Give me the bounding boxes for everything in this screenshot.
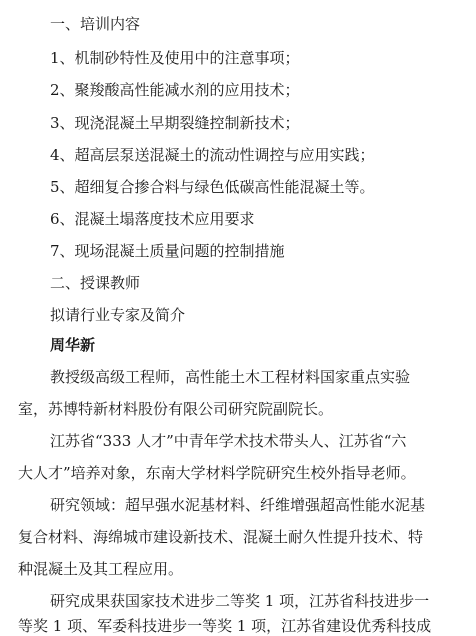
intro-text: 拟请行业专家及简介 bbox=[50, 306, 186, 324]
list-item: 4、超高层泵送混凝土的流动性调控与应用实践； bbox=[50, 146, 375, 164]
list-item: 3、现浇混凝土早期裂缝控制新技术； bbox=[50, 114, 300, 132]
paragraph-line: 室，苏博特新材料股份有限公司研究院副院长。 bbox=[18, 400, 334, 418]
paragraph-line: 大人才”培养对象，东南大学材料学院研究生校外指导老师。 bbox=[18, 464, 416, 482]
heading-teachers: 二、授课教师 bbox=[50, 274, 141, 292]
paragraph-line: 研究成果获国家技术进步二等奖 1 项，江苏省科技进步一 bbox=[50, 592, 430, 610]
paragraph-line: 江苏省“333 人才”中青年学术技术带头人、江苏省“六 bbox=[50, 432, 407, 450]
list-item: 7、现场混凝土质量问题的控制措施 bbox=[50, 242, 285, 260]
teacher-name: 周华新 bbox=[50, 336, 96, 354]
paragraph-line: 等奖 1 项、军委科技进步一等奖 1 项，江苏省建设优秀科技成 bbox=[18, 617, 432, 635]
list-item: 5、超细复合掺合料与绿色低碳高性能混凝土等。 bbox=[50, 178, 375, 196]
heading-training-content: 一、培训内容 bbox=[50, 15, 141, 33]
paragraph-line: 复合材料、海绵城市建设新技术、混凝土耐久性提升技术、特 bbox=[18, 528, 424, 546]
paragraph-line: 种混凝土及其工程应用。 bbox=[18, 560, 184, 578]
paragraph-line: 教授级高级工程师，高性能土木工程材料国家重点实验 bbox=[50, 368, 411, 386]
list-item: 1、机制砂特性及使用中的注意事项； bbox=[50, 49, 300, 67]
paragraph-line: 研究领域：超早强水泥基材料、纤维增强超高性能水泥基 bbox=[50, 496, 426, 514]
list-item: 6、混凝土塌落度技术应用要求 bbox=[50, 210, 255, 228]
list-item: 2、聚羧酸高性能减水剂的应用技术； bbox=[50, 81, 300, 99]
